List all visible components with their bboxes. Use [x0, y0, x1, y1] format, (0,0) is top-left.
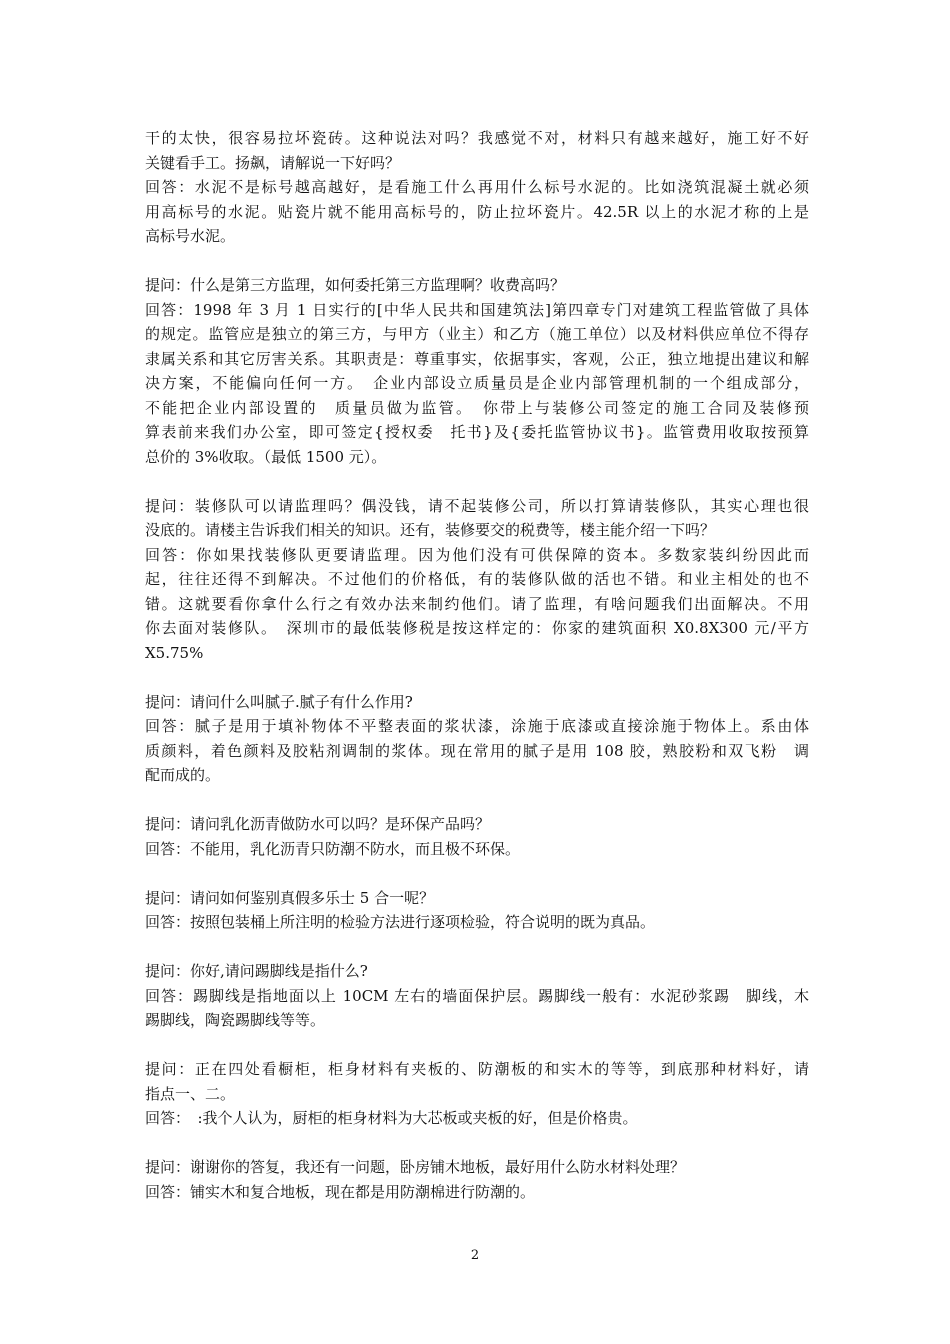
- text-line: 干的太快，很容易拉坏瓷砖。这种说法对吗？我感觉不对，材料只有越来越好，施工好不好: [145, 129, 809, 147]
- text-line: 用高标号的水泥。贴瓷片就不能用高标号的，防止拉坏瓷片。42.5R 以上的水泥才称的上是: [145, 202, 809, 221]
- text-line: 错。这就要看你拿什么行之有效办法来制约他们。请了监理，有啥问题我们出面解决。不用: [145, 594, 809, 613]
- paragraph-gap: [145, 1131, 809, 1156]
- text-line: 回答： :我个人认为，厨柜的柜身材料为大芯板或夹板的好，但是价格贵。: [145, 1109, 638, 1127]
- text-line: 提问：装修队可以请监理吗？偶没钱，请不起装修公司，所以打算请装修队，其实心理也很: [145, 496, 809, 515]
- document-body: [145, 126, 809, 1204]
- text-line: 回答：铺实木和复合地板，现在都是用防潮棉进行防潮的。: [145, 1182, 536, 1201]
- text-line: 提问：请问如何鉴别真假多乐士 5 合一呢？: [145, 888, 435, 907]
- text-line: 配而成的。: [145, 766, 221, 784]
- paragraph-gap: [145, 935, 809, 960]
- text-line: 算表前来我们办公室，即可签定{授权委 托书}及{委托监管协议书}。监管费用收取按预算: [145, 423, 809, 441]
- paragraph-gap: [145, 788, 809, 813]
- text-line: 回答：腻子是用于填补物体不平整表面的浆状漆，涂施于底漆或直接涂施于物体上。系由体: [145, 717, 809, 735]
- text-line: 回答：你如果找装修队更要请监理。因为他们没有可供保障的资本。多数家装纠纷因此而: [145, 545, 809, 564]
- qa-block: [145, 494, 809, 666]
- text-line: 回答：按照包装桶上所注明的检验方法进行逐项检验，符合说明的既为真品。: [145, 913, 656, 931]
- qa-block: [145, 1057, 809, 1131]
- text-line: 提问：正在四处看橱柜，柜身材料有夹板的、防潮板的和实木的等等，到底那种材料好，请: [145, 1060, 809, 1078]
- text-line: 提问：谢谢你的答复，我还有一问题，卧房铺木地板，最好用什么防水材料处理？: [145, 1158, 686, 1176]
- text-line: 回答：不能用，乳化沥青只防潮不防水，而且极不环保。: [145, 839, 521, 858]
- text-line: 指点一、二。: [145, 1084, 236, 1103]
- text-line: 提问：你好,请问踢脚线是指什么?: [145, 962, 368, 980]
- paragraph-gap: [145, 249, 809, 274]
- paragraph-gap: [145, 861, 809, 886]
- text-line: 总价的 3%收取。（最低 1500 元）。: [145, 447, 387, 466]
- qa-block: [145, 886, 809, 935]
- text-line: 决方案，不能偏向任何一方。 企业内部设立质量员是企业内部管理机制的一个组成部分，: [145, 374, 809, 392]
- text-line: 关键看手工。扬飙，请解说一下好吗？: [145, 153, 401, 172]
- text-line: 踢脚线，陶瓷踢脚线等等。: [145, 1011, 326, 1029]
- paragraph-gap: [145, 665, 809, 690]
- text-line: 你去面对装修队。 深圳市的最低装修税是按这样定的：你家的建筑面积 X0.8X300 元/平方: [145, 619, 809, 637]
- text-line: 提问：什么是第三方监理，如何委托第三方监理啊？收费高吗？: [145, 276, 566, 294]
- text-line: 不能把企业内部设置的 质量员做为监管。 你带上与装修公司签定的施工合同及装修预: [145, 398, 809, 417]
- paragraph-gap: [145, 1033, 809, 1058]
- text-line: 提问：请问乳化沥青做防水可以吗？是环保产品吗？: [145, 815, 491, 833]
- qa-block: [145, 273, 809, 469]
- paragraph-gap: [145, 469, 809, 494]
- text-line: 隶属关系和其它厉害关系。其职责是：尊重事实，依据事实，客观，公正，独立地提出建议和解: [145, 349, 809, 368]
- text-line: 提问：请问什么叫腻子.腻子有什么作用?: [145, 692, 413, 711]
- text-line: 回答：踢脚线是指地面以上 10CM 左右的墙面保护层。踢脚线一般有：水泥砂浆踢 脚线，木: [145, 986, 809, 1005]
- qa-block: [145, 126, 809, 249]
- text-line: 回答：1998 年 3 月 1 日实行的[中华人民共和国建筑法]第四章专门对建筑工程监管做了具体: [145, 300, 809, 319]
- qa-block: [145, 812, 809, 861]
- text-line: 起，往往还得不到解决。不过他们的价格低，有的装修队做的活也不错。和业主相处的也不: [145, 570, 809, 588]
- qa-block: [145, 690, 809, 788]
- text-line: X5.75%: [145, 643, 204, 662]
- qa-block: [145, 1155, 809, 1204]
- text-line: 的规定。监管应是独立的第三方，与甲方（业主）和乙方（施工单位）以及材料供应单位不得存: [145, 325, 809, 343]
- text-line: 质颜料，着色颜料及胶粘剂调制的浆体。现在常用的腻子是用 108 胶，熟胶粉和双飞粉 调: [145, 741, 809, 760]
- text-line: 没底的。请楼主告诉我们相关的知识。还有，装修要交的税费等，楼主能介绍一下吗？: [145, 521, 716, 539]
- text-line: 高标号水泥。: [145, 227, 236, 245]
- text-line: 回答：水泥不是标号越高越好，是看施工什么再用什么标号水泥的。比如浇筑混凝土就必须: [145, 178, 809, 196]
- page-number: 2: [470, 1248, 480, 1263]
- qa-block: [145, 959, 809, 1033]
